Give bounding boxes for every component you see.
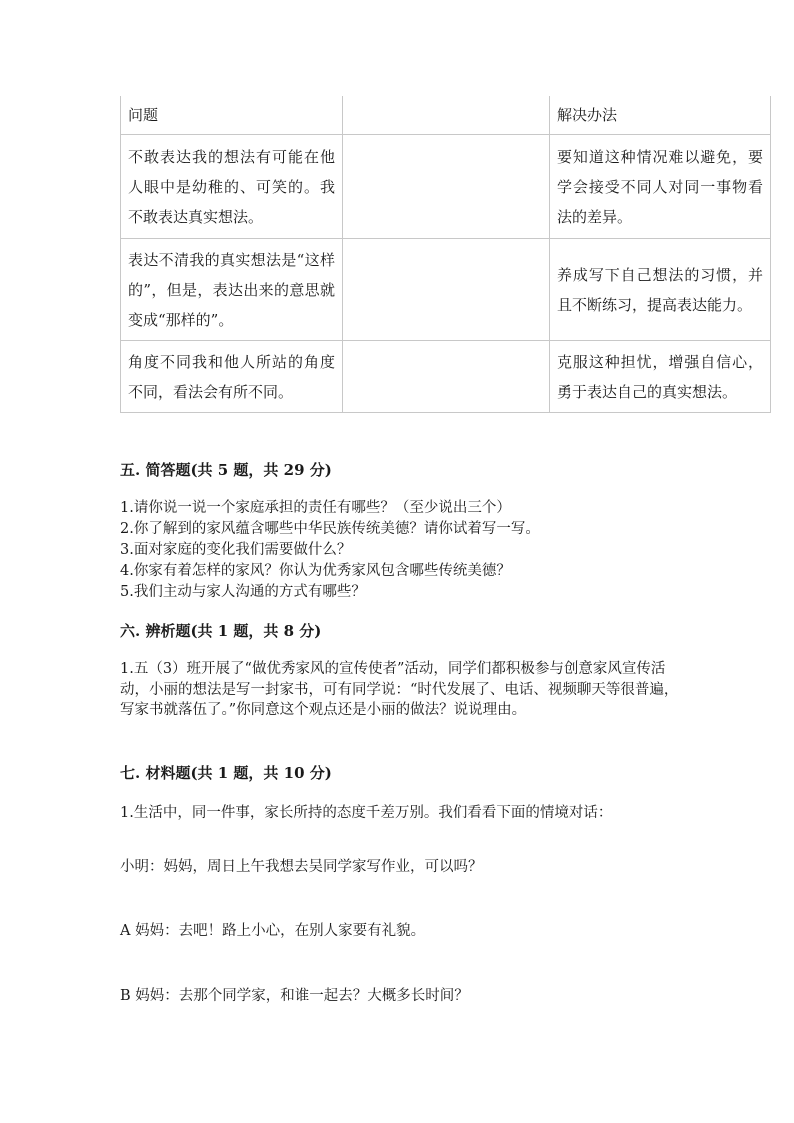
- section5-title: 五. 简答题(共 5 题，共 29 分): [120, 461, 332, 479]
- section7-title: 七. 材料题(共 1 题，共 10 分): [120, 764, 332, 782]
- table-row: [121, 239, 771, 341]
- dialog-mother-b: B 妈妈：去那个同学家，和谁一起去？大概多长时间？: [120, 988, 469, 1004]
- header-problem: 问题: [121, 96, 343, 135]
- problem-solution-table: [120, 96, 771, 413]
- section5-item-5: 5.我们主动与家人沟通的方式有哪些？: [120, 584, 366, 600]
- middle-cell: [343, 341, 550, 413]
- section5-item-3: 3.面对家庭的变化我们需要做什么？: [120, 542, 352, 558]
- middle-cell: [343, 135, 550, 239]
- table-row: [121, 341, 771, 413]
- problem-cell: 表达不清我的真实想法是“这样的”，但是，表达出来的意思就变成“那样的”。: [121, 239, 343, 341]
- dialog-xiaoming: 小明：妈妈，周日上午我想去吴同学家写作业，可以吗？: [120, 859, 483, 875]
- solution-cell: 克服这种担忧，增强自信心，勇于表达自己的真实想法。: [550, 341, 771, 413]
- middle-cell: [343, 239, 550, 341]
- dialog-mother-a: A 妈妈：去吧！路上小心，在别人家要有礼貌。: [120, 923, 426, 939]
- problem-cell: 不敢表达我的想法有可能在他人眼中是幼稚的、可笑的。我不敢表达真实想法。: [121, 135, 343, 239]
- section6-question: 1.五（3）班开展了“做优秀家风的宣传使者”活动，同学们都积极参与创意家风宣传活动，小丽的想法是写一封家书，可有同学说：“时代发展了、电话、视频聊天等很普遍，写家书就落伍了。”你同意这个观点还是小丽的做法？说说理由。: [120, 661, 679, 718]
- table-row: [121, 135, 771, 239]
- problem-cell: 角度不同我和他人所站的角度不同，看法会有所不同。: [121, 341, 343, 413]
- table-header-row: [121, 96, 771, 135]
- section6-title: 六. 辨析题(共 1 题，共 8 分): [120, 622, 322, 640]
- section5-item-1: 1.请你说一说一个家庭承担的责任有哪些？（至少说出三个）: [120, 500, 511, 516]
- section7-intro: 1.生活中，同一件事，家长所持的态度千差万别。我们看看下面的情境对话：: [120, 805, 613, 821]
- section5-item-2: 2.你了解到的家风蕴含哪些中华民族传统美德？请你试着写一写。: [120, 521, 540, 537]
- solution-cell: 要知道这种情况难以避免，要学会接受不同人对同一事物看法的差异。: [550, 135, 771, 239]
- header-middle: [343, 96, 550, 135]
- section5-item-4: 4.你家有着怎样的家风？你认为优秀家风包含哪些传统美德？: [120, 563, 511, 579]
- header-solution: 解决办法: [550, 96, 771, 135]
- solution-cell: 养成写下自己想法的习惯，并且不断练习，提高表达能力。: [550, 239, 771, 341]
